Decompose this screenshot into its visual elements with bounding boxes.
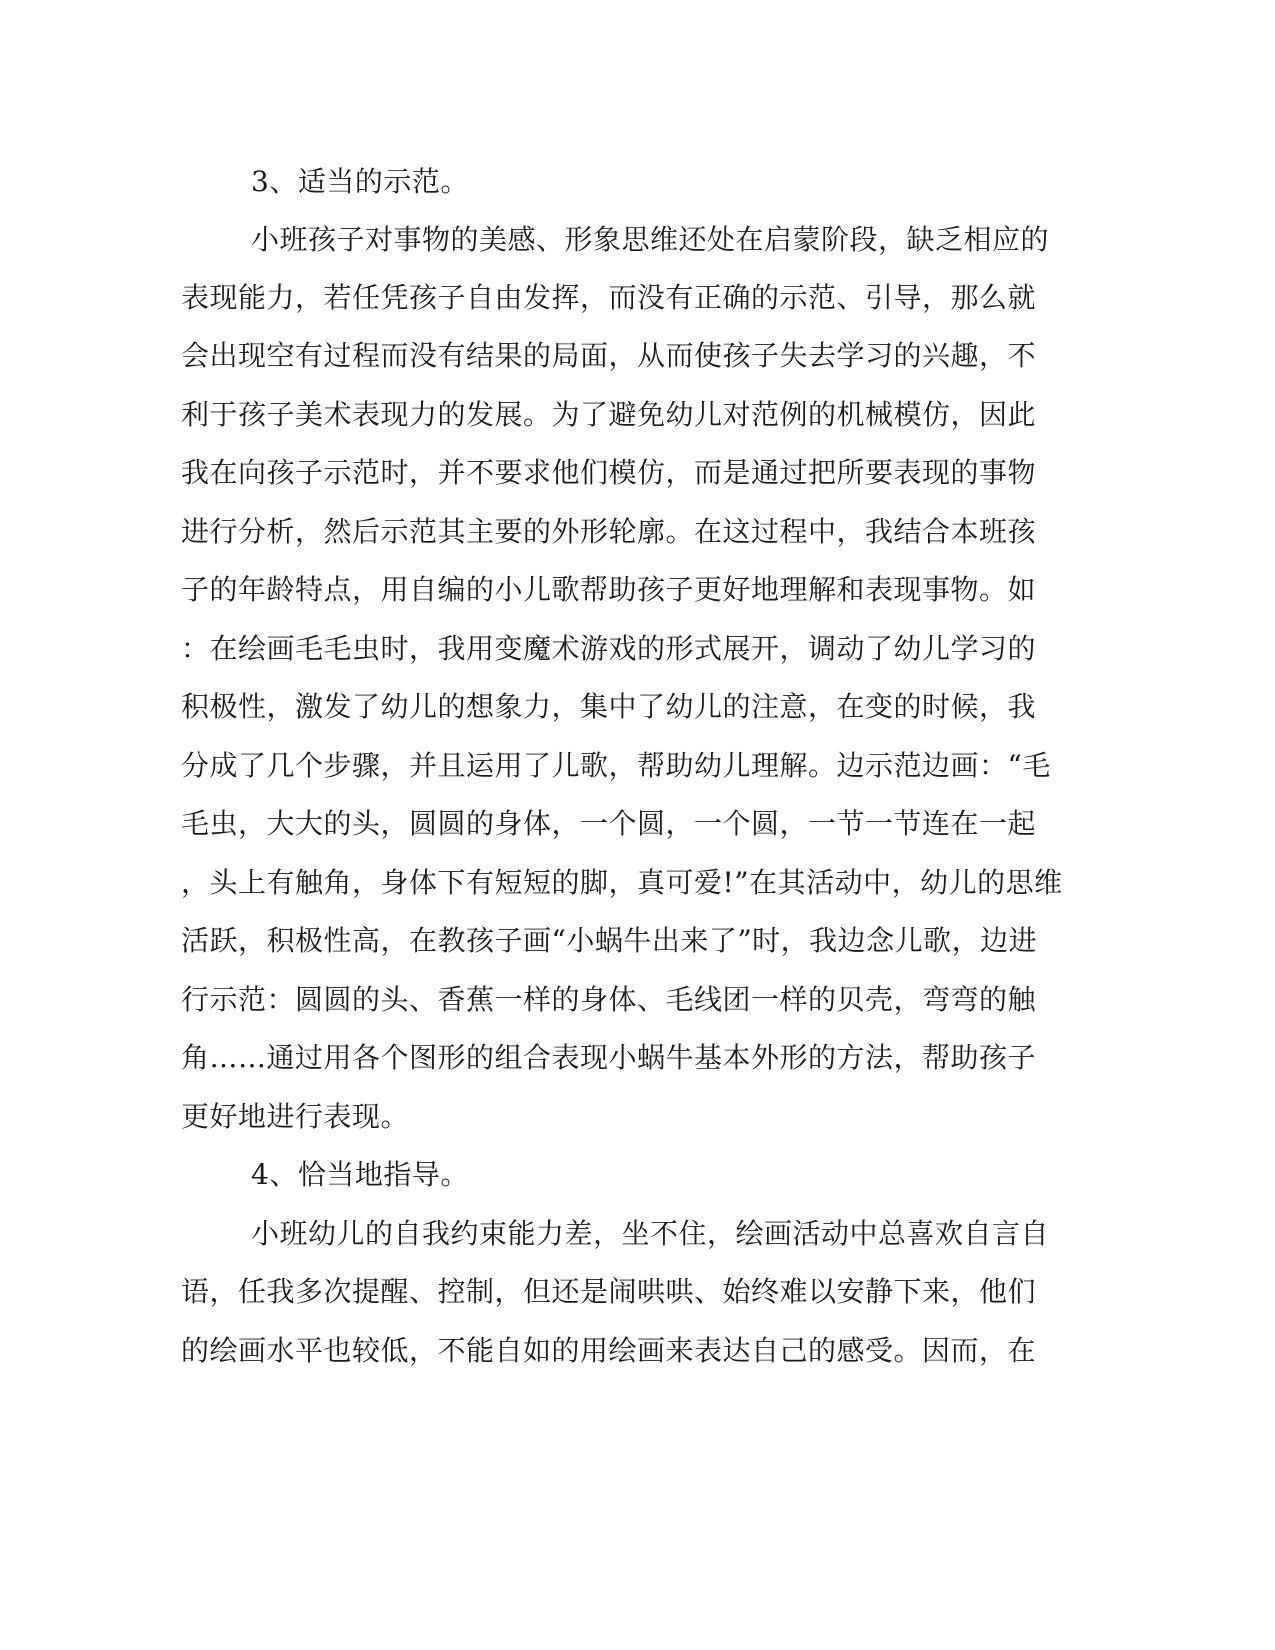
paragraph-line: 角……通过用各个图形的组合表现小蜗牛基本外形的方法，帮助孩子 <box>181 1041 1037 1074</box>
paragraph-line: 利于孩子美术表现力的发展。为了避免幼儿对范例的机械模仿，因此 <box>181 398 1037 431</box>
paragraph-line: 行示范：圆圆的头、香蕉一样的身体、毛线团一样的贝壳，弯弯的触 <box>181 983 1037 1016</box>
paragraph-line: 小班幼儿的自我约束能力差，坐不住，绘画活动中总喜欢自言自 <box>251 1217 1050 1250</box>
paragraph-line: 更好地进行表现。 <box>181 1100 410 1133</box>
paragraph-line: 语，任我多次提醒、控制，但还是闹哄哄、始终难以安静下来，他们 <box>181 1275 1037 1308</box>
paragraph-line: 小班孩子对事物的美感、形象思维还处在启蒙阶段，缺乏相应的 <box>251 223 1050 256</box>
paragraph-line: 的绘画水平也较低，不能自如的用绘画来表达自己的感受。因而，在 <box>181 1334 1037 1367</box>
paragraph-line: 进行分析，然后示范其主要的外形轮廓。在这过程中，我结合本班孩 <box>181 515 1037 548</box>
section-heading-demonstration: 3、适当的示范。 <box>251 165 469 198</box>
paragraph-line: 分成了几个步骤，并且运用了儿歌，帮助幼儿理解。边示范边画：“毛 <box>181 749 1051 782</box>
paragraph-line: 毛虫，大大的头，圆圆的身体，一个圆，一个圆，一节一节连在一起 <box>181 807 1037 840</box>
section-heading-guidance: 4、恰当地指导。 <box>251 1158 469 1191</box>
paragraph-line: 我在向孩子示范时，并不要求他们模仿，而是通过把所要表现的事物 <box>181 456 1037 489</box>
paragraph-line: 子的年龄特点，用自编的小儿歌帮助孩子更好地理解和表现事物。如 <box>181 573 1037 606</box>
paragraph-line: ：在绘画毛毛虫时，我用变魔术游戏的形式展开，调动了幼儿学习的 <box>181 632 1037 665</box>
paragraph-line: 会出现空有过程而没有结果的局面，从而使孩子失去学习的兴趣，不 <box>181 339 1037 372</box>
paragraph-line: 积极性，激发了幼儿的想象力，集中了幼儿的注意，在变的时候，我 <box>181 690 1037 723</box>
paragraph-line: 活跃，积极性高，在教孩子画“小蜗牛出来了”时，我边念儿歌，边进 <box>181 924 1038 957</box>
paragraph-line: 表现能力，若任凭孩子自由发挥，而没有正确的示范、引导，那么就 <box>181 281 1037 314</box>
paragraph-line: ，头上有触角，身体下有短短的脚，真可爱!”在其活动中，幼儿的思维 <box>181 866 1063 899</box>
